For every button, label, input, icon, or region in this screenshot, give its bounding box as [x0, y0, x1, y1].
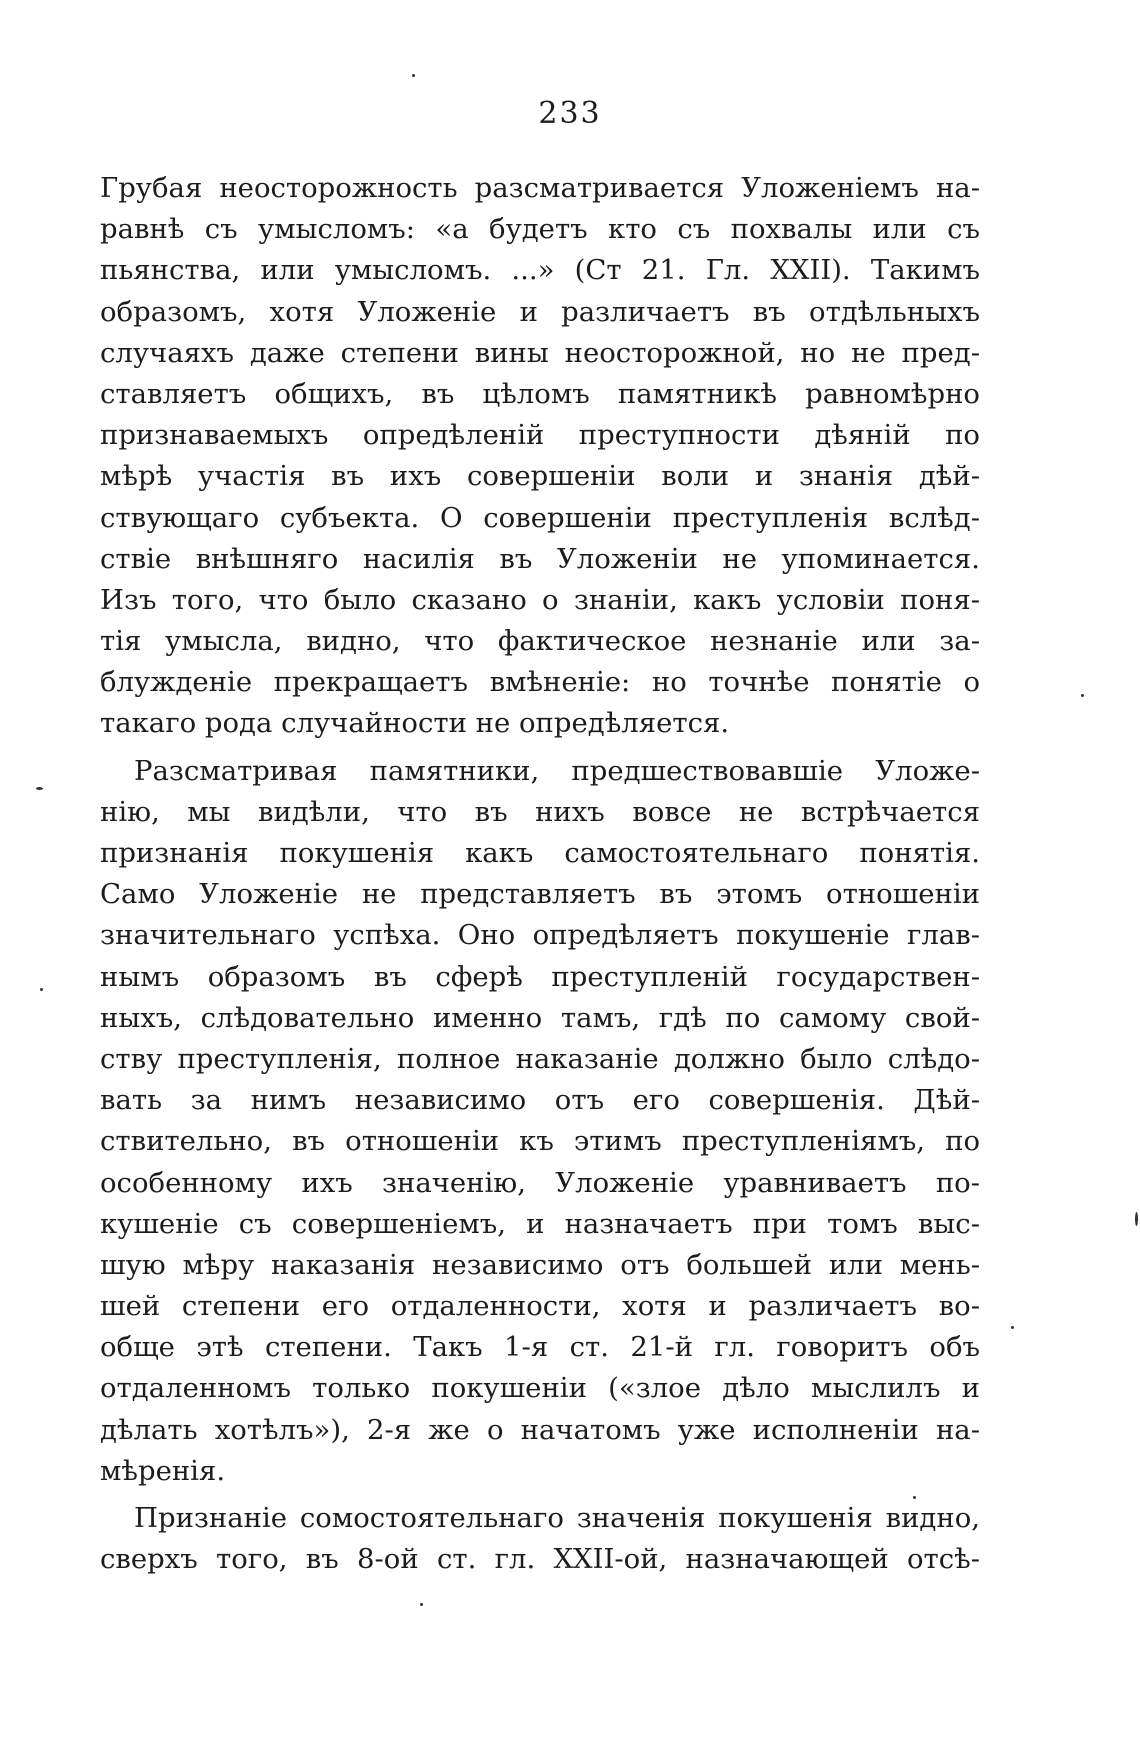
paragraph-2: [100, 751, 980, 1492]
text-line: признаваемыхъ опредѣленій преступности дѣяній по: [100, 419, 980, 452]
paragraph-1: [100, 168, 980, 745]
text-line: Признаніе сомостоятельнаго значенія покушенія видно,: [134, 1502, 980, 1534]
paragraph-3: [100, 1498, 980, 1580]
scan-speck: [40, 988, 43, 991]
body-text: [100, 168, 980, 1580]
text-line: обще этѣ степени. Такъ 1-я ст. 21-й гл. говоритъ объ: [100, 1331, 980, 1364]
text-line: кушеніе съ совершеніемъ, и назначаетъ при томъ выс-: [100, 1207, 980, 1240]
text-line: пьянства, или умысломъ. ...» (Ст 21. Гл. XXII). Такимъ: [100, 254, 980, 287]
text-line: вать за нимъ независимо отъ его совершенія. Дѣй-: [100, 1084, 980, 1117]
text-line: ствительно, въ отношеніи къ этимъ преступленіямъ, по: [100, 1125, 980, 1158]
text-line: ствующаго субъекта. О совершеніи преступленія вслѣд-: [100, 501, 980, 534]
text-line: образомъ, хотя Уложеніе и различаетъ въ отдѣльныхъ: [100, 295, 980, 328]
text-line: нію, мы видѣли, что въ нихъ вовсе не встрѣчается: [100, 795, 980, 828]
text-line: тія умысла, видно, что фактическое незнаніе или за-: [100, 625, 980, 658]
text-line: равнѣ съ умысломъ: «а будетъ кто съ похвалы или съ: [100, 213, 980, 246]
scan-speck: [1011, 1326, 1014, 1329]
text-line: случаяхъ даже степени вины неосторожной, но не пред-: [100, 336, 980, 369]
text-line: ставляетъ общихъ, въ цѣломъ памятникѣ равномѣрно: [100, 377, 980, 410]
scan-speck: [913, 1496, 916, 1499]
page-number: 233: [538, 96, 602, 131]
text-line: ству преступленія, полное наказаніе должно было слѣдо-: [100, 1042, 980, 1075]
text-line: Разсматривая памятники, предшествовавшіе Уложе-: [134, 754, 980, 787]
text-line: Грубая неосторожность разсматривается Уложеніемъ на-: [100, 172, 980, 204]
text-line: отдаленномъ только покушеніи («злое дѣло мыслилъ и: [100, 1372, 980, 1405]
scan-speck: [1081, 694, 1084, 697]
text-line: дѣлать хотѣлъ»), 2-я же о начатомъ уже исполненіи на-: [100, 1413, 980, 1446]
text-line: особенному ихъ значенію, Уложеніе уравниваетъ по-: [100, 1166, 980, 1199]
text-line: мѣренія.: [100, 1454, 226, 1487]
text-line: шую мѣру наказанія независимо отъ большей или мень-: [100, 1248, 980, 1281]
text-line: шей степени его отдаленности, хотя и различаетъ во-: [100, 1290, 980, 1323]
text-line: мѣрѣ участія въ ихъ совершеніи воли и знанія дѣй-: [100, 460, 980, 493]
text-line: такаго рода случайности не опредѣляется.: [100, 707, 730, 740]
text-line: Изъ того, что было сказано о знаніи, какъ условіи поня-: [100, 583, 980, 616]
text-line: блужденіе прекращаетъ вмѣненіе: но точнѣе понятіе о: [100, 666, 980, 699]
scan-speck: [412, 74, 415, 77]
text-line: нымъ образомъ въ сферѣ преступленій государствен-: [100, 960, 980, 993]
scan-speck: [36, 787, 43, 790]
text-line: Само Уложеніе не представляетъ въ этомъ отношеніи: [100, 878, 980, 911]
text-line: ныхъ, слѣдовательно именно тамъ, гдѣ по самому свой-: [100, 1001, 980, 1034]
text-line: признанія покушенія какъ самостоятельнаго понятія.: [100, 837, 980, 869]
text-line: ствіе внѣшняго насилія въ Уложеніи не упоминается.: [100, 542, 980, 575]
scan-speck: [1135, 1212, 1138, 1226]
scan-speck: [420, 1603, 423, 1606]
text-line: значительнаго успѣха. Оно опредѣляетъ покушеніе глав-: [100, 919, 980, 952]
text-line: сверхъ того, въ 8-ой ст. гл. XXII-ой, назначающей отсѣ-: [100, 1543, 980, 1576]
